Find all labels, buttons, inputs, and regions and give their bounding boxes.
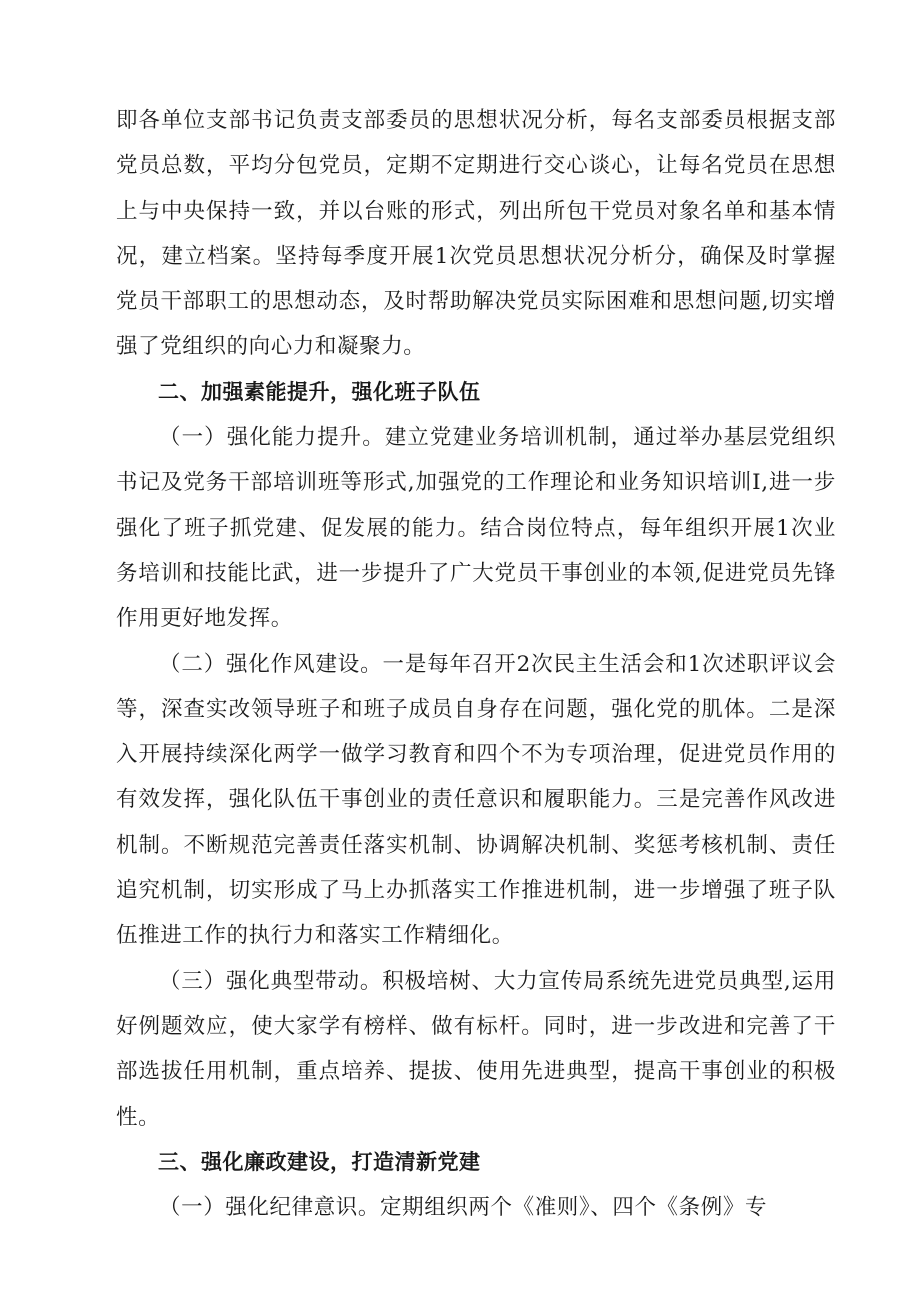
document-body	[116, 98, 836, 1230]
section-2-paragraph-2: （二）强化作风建设。一是每年召开2次民主生活会和1次述职评议会等，深查实改领导班子和班子成员自身存在问题，强化党的肌体。二是深入开展持续深化两学一做学习教育和四个不为专项治理，促进党员作用的有效发挥，强化队伍干事创业的责任意识和履职能力。三是完善作风改进机制。不断规范完善责任落实机制、协调解决机制、奖惩考核机制、责任追究机制，切实形成了马上办抓落实工作推进机制，进一步增强了班子队伍推进工作的执行力和落实工作精细化。	[116, 651, 836, 949]
section-3-heading: 三、强化廉政建设，打造清新党建	[158, 1149, 481, 1174]
paragraph-continuation: 即各单位支部书记负责支部委员的思想状况分析，每名支部委员根据支部党员总数，平均分包党员，定期不定期进行交心谈心，让每名党员在思想上与中央保持一致，并以台账的形式，列出所包干党员对象名单和基本情况，建立档案。坚持每季度开展1次党员思想状况分析分，确保及时掌握党员干部职工的思想动态，及时帮助解决党员实际困难和思想问题,切实增强了党组织的向心力和凝聚力。	[116, 108, 836, 360]
section-2-paragraph-1: （一）强化能力提升。建立党建业务培训机制，通过举办基层党组织书记及党务干部培训班等形式,加强党的工作理论和业务知识培训I,进一步强化了班子抓党建、促发展的能力。结合岗位特点，每年组织开展1次业务培训和技能比武，进一步提升了广大党员干事创业的本领,促进党员先锋作用更好地发挥。	[116, 425, 836, 632]
section-2-heading: 二、加强素能提升，强化班子队伍	[158, 379, 481, 404]
section-2-paragraph-3: （三）强化典型带动。积极培树、大力宣传局系统先进党员典型,运用好例题效应，使大家学有榜样、做有标杆。同时，进一步改进和完善了干部选拔任用机制，重点培养、提拔、使用先进典型，提高干事创业的积极性。	[116, 968, 836, 1130]
section-3-paragraph-1: （一）强化纪律意识。定期组织两个《准则》、四个《条例》专	[159, 1195, 768, 1221]
